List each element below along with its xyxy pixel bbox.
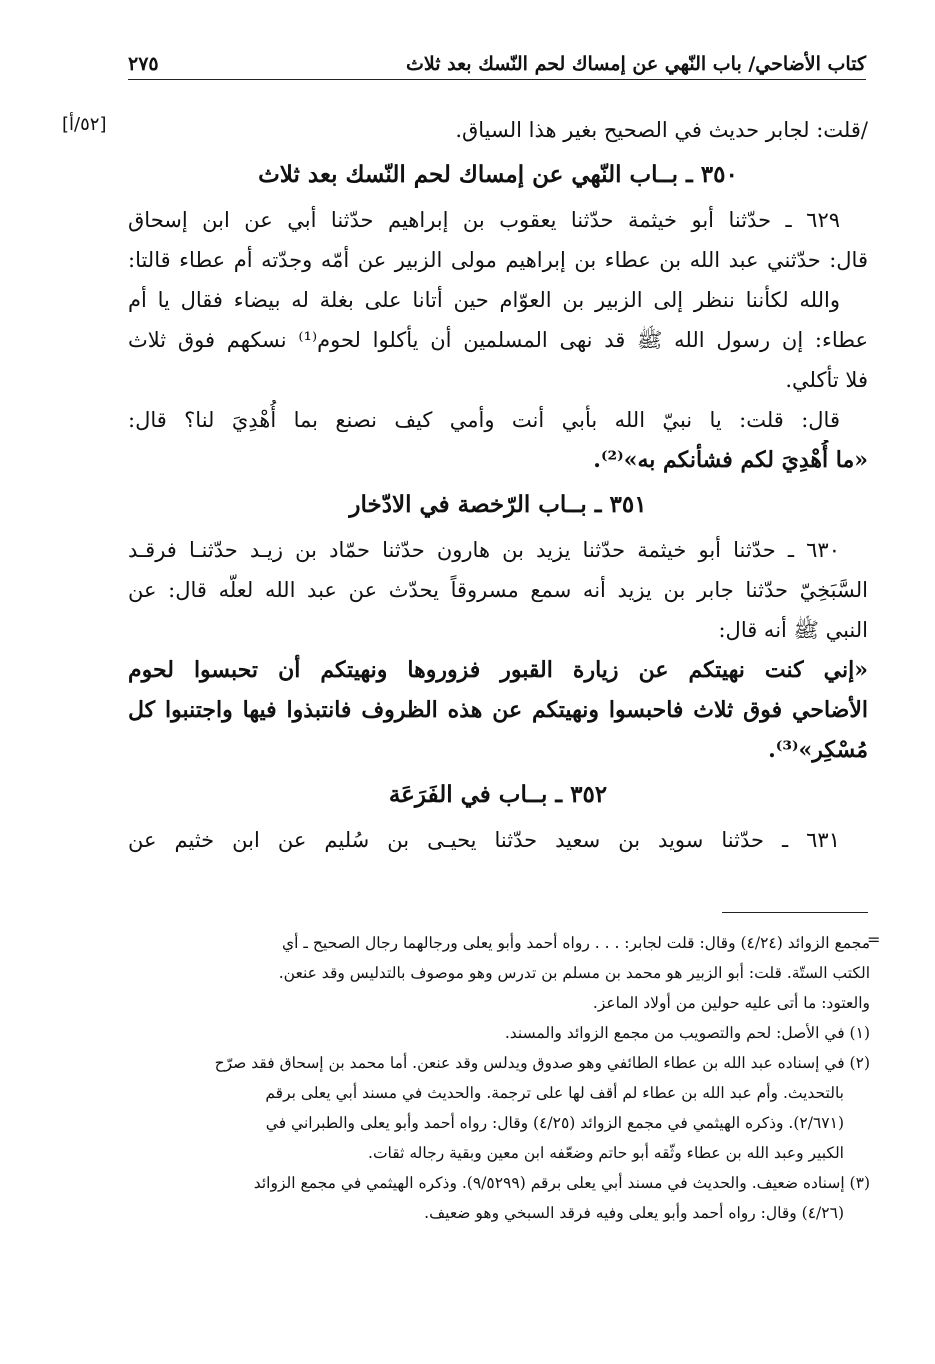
chapter-heading-350: ٣٥٠ ـ بــاب النّهي عن إمساك لحم النّسك بعد ثلاث xyxy=(258,161,738,188)
footnote-continued: مجمع الزوائد (٤/٢٤) وقال: قلت لجابر: . . . رواه أحمد وأبو يعلى ورجالهما رجال الصحيح ـ أي xyxy=(282,934,870,952)
text-line: قال: قلت: يا نبيّ الله بأبي أنت وأمي كيف نصنع بما أُهْدِيَ لنا؟ قال: xyxy=(128,408,840,432)
footnote-continued: الكتب الستّة. قلت: أبو الزبير هو محمد بن مسلم بن تدرس وهو موصوف بالتدليس وقد عنعن. xyxy=(278,964,870,982)
text-line: /قلت: لجابر حديث في الصحيح بغير هذا السياق. xyxy=(455,118,868,142)
running-title: كتاب الأضاحي/ باب النّهي عن إمساك لحم النّسك بعد ثلاث xyxy=(406,53,866,75)
footnote-1: (١) في الأصل: لحم والتصويب من مجمع الزوائد والمسند. xyxy=(504,1024,870,1042)
hadith-631-line: ٦٣١ ـ حدّثنا سويد بن سعيد حدّثنا يحيـى بن سُليم عن ابن خثيم عن xyxy=(128,828,840,852)
hadith-630-line: ٦٣٠ ـ حدّثنا أبو خيثمة حدّثنا يزيد بن هارون حدّثنا حمّاد بن زيـد حدّثنـا فرقـد xyxy=(128,538,840,562)
prophetic-saying: «ما أُهْدِيَ لكم فشأنكم به»⁽²⁾. xyxy=(593,447,868,473)
footnote-2-line: بالتحديث. وأم عبد الله بن عطاء لم أقف لها على ترجمة. والحديث في مسند أبي يعلى برقم xyxy=(265,1084,844,1102)
prophetic-saying: مُسْكِر»⁽³⁾. xyxy=(768,737,868,763)
prophetic-saying: الأضاحي فوق ثلاث فاحبسوا ونهيتكم عن هذه الظروف فانتبذوا فيها واجتنبوا كل xyxy=(128,697,868,723)
footnote-2: (٢) في إسناده عبد الله بن عطاء الطائفي وهو صدوق ويدلس وقد عنعن. أما محمد بن إسحاق فقد صرّح xyxy=(214,1054,870,1072)
footnote-3-line: (٤/٢٦) وقال: رواه أحمد وأبو يعلى وفيه فرقد السبخي وهو ضعيف. xyxy=(424,1204,844,1222)
text-line: قال: حدّثني عبد الله بن عطاء بن إبراهيم مولى الزبير عن أمّه وجدّته أم عطاء قالتا: xyxy=(128,248,868,272)
footnote-2-line: الكبير وعبد الله بن عطاء وثّقه أبو حاتم وضعّفه ابن معين وبقية رجاله ثقات. xyxy=(368,1144,844,1162)
prophetic-saying: «إني كنت نهيتكم عن زيارة القبور فزوروها ونهيتكم أن تحبسوا لحوم xyxy=(128,657,868,683)
chapter-heading-351: ٣٥١ ـ بــاب الرّخصة في الادّخار xyxy=(349,491,647,518)
chapter-heading-352: ٣٥٢ ـ بــاب في الفَرَعَة xyxy=(388,781,608,808)
hadith-629-line: ٦٢٩ ـ حدّثنا أبو خيثمة حدّثنا يعقوب بن إبراهيم حدّثنا أبي عن ابن إسحاق xyxy=(128,208,841,232)
main-text xyxy=(128,110,868,860)
text-line: فلا تأكلي. xyxy=(785,368,868,392)
text-line: عطاء: إن رسول الله ﷺ قد نهى المسلمين أن يأكلوا لحوم⁽¹⁾ نسكهم فوق ثلاث xyxy=(128,328,868,352)
footnote-3: (٣) إسناده ضعيف. والحديث في مسند أبي يعلى برقم (٩/٥٢٩٩). وذكره الهيثمي في مجمع الزوائد xyxy=(253,1174,870,1192)
footnote-2-line: (٢/٦٧١). وذكره الهيثمي في مجمع الزوائد (٤/٢٥) وقال: رواه أحمد وأبو يعلى والطبراني في xyxy=(265,1114,844,1132)
text-line: والله لكأننا ننظر إلى الزبير بن العوّام حين أتانا على بغلة له بيضاء فقال يا أم xyxy=(128,288,840,312)
footnotes xyxy=(128,928,870,1228)
running-head xyxy=(128,40,866,80)
text-line: السَّبَخِيّ حدّثنا جابر بن يزيد أنه سمع مسروقاً يحدّث عن عبد الله لعلّه قال: عن xyxy=(128,578,868,602)
footnote-continued: والعتود: ما أتى عليه حولين من أولاد الماعز. xyxy=(592,994,870,1012)
folio-reference: [٥٢/أ] xyxy=(62,114,107,135)
footnote-divider xyxy=(722,912,868,913)
continuation-mark: = xyxy=(867,930,881,949)
text-line: النبي ﷺ أنه قال: xyxy=(718,618,868,642)
page-number: ٢٧٥ xyxy=(128,53,159,75)
